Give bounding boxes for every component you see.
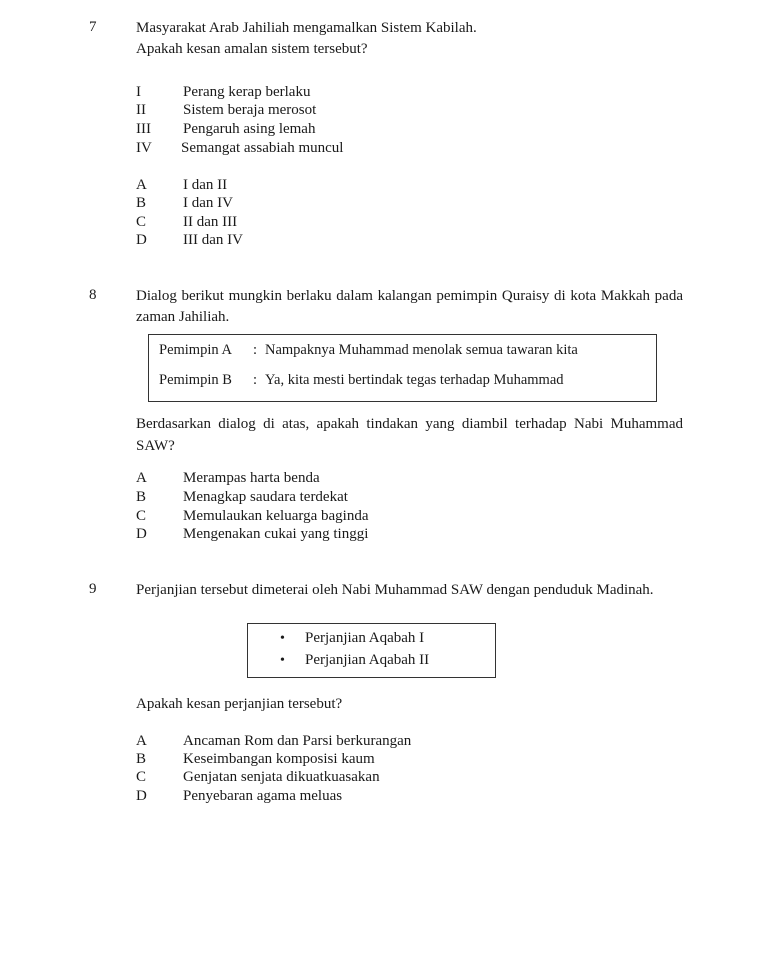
- question-prompt: Berdasarkan dialog di atas, apakah tindakan yang diambil terhadap Nabi Muhammad SAW?: [136, 416, 683, 454]
- option-d[interactable]: [136, 231, 243, 250]
- dialog-text: Ya, kita mesti bertindak tegas terhadap Muhammad: [265, 372, 564, 388]
- option-text: I dan IV: [183, 195, 233, 211]
- statement-item: [136, 83, 310, 102]
- option-b[interactable]: [136, 194, 233, 213]
- option-c[interactable]: [136, 213, 237, 232]
- bullet-text: Perjanjian Aqabah II: [305, 652, 430, 668]
- stem-line: Masyarakat Arab Jahiliah mengamalkan Sistem Kabilah.: [136, 20, 477, 36]
- statement-label: III: [136, 121, 151, 137]
- option-label: D: [136, 232, 147, 248]
- statement-item: [136, 101, 316, 120]
- dialog-box: [148, 334, 657, 402]
- option-c[interactable]: [136, 768, 380, 787]
- treaty-list-box: [247, 623, 496, 678]
- option-label: B: [136, 489, 147, 505]
- option-label: A: [136, 177, 147, 193]
- option-d[interactable]: [136, 525, 368, 544]
- dialog-text: Nampaknya Muhammad menolak semua tawaran kita: [265, 342, 578, 358]
- question-stem: Perjanjian tersebut dimeterai oleh Nabi Muhammad SAW dengan penduduk Madinah.: [136, 582, 654, 598]
- option-c[interactable]: [136, 507, 369, 526]
- statement-label: IV: [136, 140, 152, 156]
- option-label: C: [136, 214, 147, 230]
- statement-label: II: [136, 102, 146, 118]
- option-b[interactable]: [136, 488, 348, 507]
- statement-text: Sistem beraja merosot: [183, 102, 317, 118]
- dialog-speaker: Pemimpin B: [159, 372, 232, 388]
- option-b[interactable]: [136, 750, 375, 769]
- option-text: Penyebaran agama meluas: [183, 788, 343, 804]
- option-a[interactable]: [136, 469, 320, 488]
- statement-text: Semangat assabiah muncul: [181, 140, 344, 156]
- option-text: II dan III: [183, 214, 238, 230]
- option-label: D: [136, 526, 147, 542]
- question-prompt: Apakah kesan perjanjian tersebut?: [136, 696, 343, 712]
- question-number: 8: [89, 287, 97, 303]
- option-label: A: [136, 470, 147, 486]
- dialog-line: [159, 372, 564, 389]
- option-text: Menagkap saudara terdekat: [183, 489, 348, 505]
- stem-line: Apakah kesan amalan sistem tersebut?: [136, 41, 368, 57]
- statement-item: [136, 139, 343, 158]
- dialog-separator: :: [253, 342, 258, 358]
- dialog-speaker: Pemimpin A: [159, 342, 232, 358]
- dialog-separator: :: [253, 372, 258, 388]
- statement-text: Pengaruh asing lemah: [183, 121, 316, 137]
- option-text: Merampas harta benda: [183, 470, 320, 486]
- option-label: B: [136, 751, 147, 767]
- option-label: C: [136, 769, 147, 785]
- option-text: Memulaukan keluarga baginda: [183, 508, 369, 524]
- option-text: Genjatan senjata dikuatkuasakan: [183, 769, 380, 785]
- option-text: I dan II: [183, 177, 228, 193]
- question-number: 9: [89, 581, 97, 597]
- option-text: Ancaman Rom dan Parsi berkurangan: [183, 733, 412, 749]
- dialog-line: [159, 342, 578, 359]
- bullet-item: [280, 630, 424, 647]
- option-label: A: [136, 733, 147, 749]
- option-text: Mengenakan cukai yang tinggi: [183, 526, 369, 542]
- question-stem: [136, 18, 683, 60]
- option-d[interactable]: [136, 787, 342, 806]
- bullet-item: [280, 652, 429, 669]
- bullet-icon: •: [280, 631, 285, 646]
- question-number: 7: [89, 19, 97, 35]
- bullet-text: Perjanjian Aqabah I: [305, 630, 425, 646]
- option-text: III dan IV: [183, 232, 243, 248]
- statement-label: I: [136, 84, 141, 100]
- statement-text: Perang kerap berlaku: [183, 84, 311, 100]
- bullet-icon: •: [280, 653, 285, 668]
- option-label: B: [136, 195, 147, 211]
- option-text: Keseimbangan komposisi kaum: [183, 751, 375, 767]
- option-label: D: [136, 788, 147, 804]
- statement-item: [136, 120, 315, 139]
- question-stem: Dialog berikut mungkin berlaku dalam kalangan pemimpin Quraisy di kota Makkah pada zaman Jahiliah.: [136, 288, 683, 325]
- option-a[interactable]: [136, 176, 227, 195]
- option-a[interactable]: [136, 732, 411, 751]
- option-label: C: [136, 508, 147, 524]
